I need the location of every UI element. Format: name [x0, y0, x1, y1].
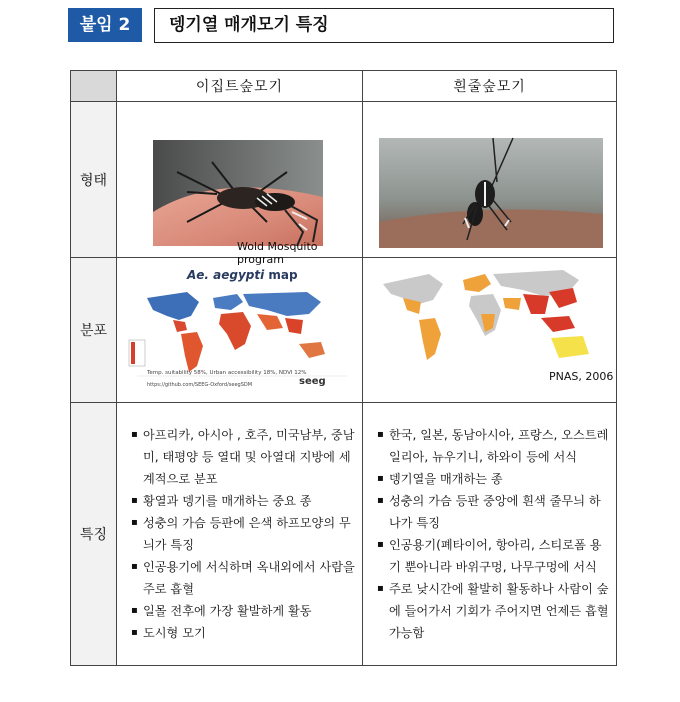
distribution-cell-aegypti	[117, 258, 363, 403]
corner-cell	[71, 71, 117, 102]
aedes-aegypti-photo	[117, 102, 363, 257]
distribution-cell-albopictus	[363, 258, 617, 403]
list-item: ▪ 성충의 가슴 등판 중앙에 흰색 줄무늬 하나가 특징	[377, 490, 610, 534]
albopictus-feature-list	[363, 424, 616, 644]
attachment-badge: 붙임 2	[68, 8, 142, 42]
list-item: ▪ 인공용기(폐타이어, 항아리, 스티로폼 용기 뿐아니라 바위구멍, 나무구멍에 서식	[377, 534, 610, 578]
map-source-caption: PNAS, 2006	[549, 370, 614, 383]
comparison-table	[70, 70, 617, 666]
map-title-species: Ae. aegypti	[187, 268, 265, 282]
map-footer-stats: Temp. suitability 58%, Urban accessibility 18%, NDVI 12%	[147, 370, 307, 376]
list-item: ▪ 인공용기에 서식하며 옥내외에서 사람을 주로 흡혈	[131, 556, 356, 600]
row-label-distribution: 분포	[71, 258, 117, 403]
aegypti-feature-list	[117, 424, 362, 644]
header	[68, 8, 614, 42]
list-item: ▪ 도시형 모기	[131, 622, 356, 644]
photo-credit: Wold Mosquito program	[237, 240, 318, 266]
shape-cell-aegypti	[117, 102, 363, 266]
features-cell-aegypti	[117, 403, 363, 666]
map-title-suffix: map	[264, 268, 298, 282]
list-item: ▪ 주로 낮시간에 활발히 활동하나 사람이 숲에 들어가서 기회가 주어지면 언제든 흡혈 가능함	[377, 578, 610, 644]
column-header-albopictus: 흰줄숲모기	[363, 71, 617, 102]
shape-cell-albopictus	[363, 102, 617, 258]
page-title: 뎅기열 매개모기 특징	[154, 8, 614, 43]
list-item: ▪ 성충의 가슴 등판에 은색 하프모양의 무늬가 특징	[131, 512, 356, 556]
list-item: ▪ 황열과 뎅기를 매개하는 중요 종	[131, 490, 356, 512]
column-header-aegypti: 이집트숲모기	[117, 71, 363, 102]
list-item: ▪ 뎅기열을 매개하는 종	[377, 468, 610, 490]
list-item: ▪ 일몰 전후에 가장 활발하게 활동	[131, 600, 356, 622]
seeg-logo: seeg	[299, 376, 326, 387]
list-item: ▪ 아프리카, 아시아 , 호주, 미국남부, 중남미, 태평양 등 열대 및 아열대 지방에 세계적으로 분포	[131, 424, 356, 490]
features-cell-albopictus	[363, 403, 617, 666]
aedes-albopictus-photo	[363, 102, 617, 257]
list-item: ▪ 한국, 일본, 동남아시아, 프랑스, 오스트레일리아, 뉴우기니, 하와이 등에 서식	[377, 424, 610, 468]
map-footer-url: https://github.com/SEEG-Oxford/seegSDM	[147, 382, 253, 388]
row-label-shape: 형태	[71, 102, 117, 258]
row-label-features: 특징	[71, 403, 117, 666]
